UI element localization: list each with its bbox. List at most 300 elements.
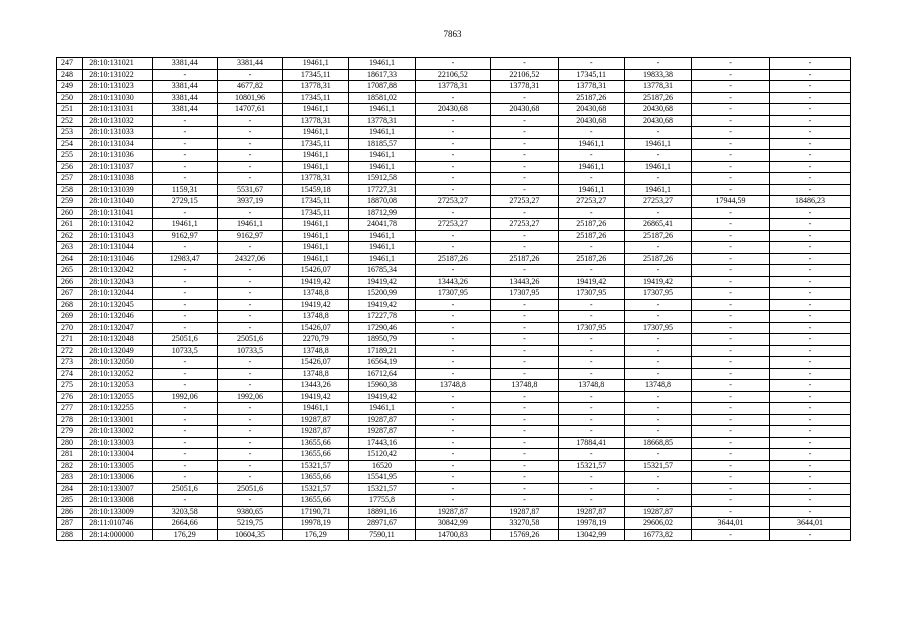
cadastral-number-cell: 28:10:132046: [83, 311, 152, 323]
value-cell: -: [152, 311, 217, 323]
cadastral-number-cell: 28:10:133009: [83, 506, 152, 518]
cadastral-number-cell: 28:10:133008: [83, 495, 152, 507]
cadastral-number-cell: 28:10:131041: [83, 207, 152, 219]
value-cell: -: [692, 92, 770, 104]
value-cell: -: [692, 276, 770, 288]
value-cell: -: [769, 138, 850, 150]
value-cell: -: [769, 380, 850, 392]
value-cell: -: [558, 58, 624, 70]
value-cell: 17189,21: [349, 345, 415, 357]
table-row: [57, 403, 851, 415]
value-cell: 13748,8: [558, 380, 624, 392]
value-cell: 17345,11: [283, 69, 349, 81]
value-cell: -: [692, 219, 770, 231]
value-cell: 13748,8: [283, 311, 349, 323]
value-cell: -: [415, 437, 491, 449]
value-cell: -: [491, 472, 558, 484]
value-cell: 24327,06: [217, 253, 282, 265]
value-cell: 19287,87: [491, 506, 558, 518]
value-cell: -: [217, 437, 282, 449]
value-cell: 19461,1: [283, 230, 349, 242]
value-cell: -: [415, 357, 491, 369]
value-cell: -: [624, 495, 691, 507]
value-cell: -: [769, 230, 850, 242]
value-cell: -: [217, 161, 282, 173]
cadastral-number-cell: 28:11:010746: [83, 518, 152, 530]
value-cell: 10604,35: [217, 529, 282, 541]
value-cell: 15459,18: [283, 184, 349, 196]
table-row: [57, 58, 851, 70]
value-cell: 19461,1: [349, 403, 415, 415]
value-cell: -: [624, 345, 691, 357]
value-cell: 20430,68: [558, 115, 624, 127]
value-cell: -: [624, 58, 691, 70]
row-number-cell: 288: [57, 529, 83, 541]
value-cell: -: [491, 150, 558, 162]
value-cell: 27253,27: [558, 196, 624, 208]
value-cell: -: [692, 322, 770, 334]
value-cell: -: [491, 230, 558, 242]
value-cell: 18617,33: [349, 69, 415, 81]
value-cell: -: [491, 138, 558, 150]
value-cell: -: [624, 391, 691, 403]
value-cell: 18712,99: [349, 207, 415, 219]
value-cell: 17227,78: [349, 311, 415, 323]
row-number-cell: 283: [57, 472, 83, 484]
value-cell: -: [769, 127, 850, 139]
table-row: [57, 219, 851, 231]
value-cell: -: [415, 138, 491, 150]
value-cell: -: [624, 311, 691, 323]
value-cell: -: [217, 322, 282, 334]
table-row: [57, 437, 851, 449]
value-cell: 13748,8: [283, 288, 349, 300]
value-cell: 19419,42: [283, 299, 349, 311]
value-cell: 2270,79: [283, 334, 349, 346]
value-cell: -: [491, 368, 558, 380]
value-cell: 19287,87: [624, 506, 691, 518]
value-cell: -: [152, 242, 217, 254]
value-cell: 20430,68: [415, 104, 491, 116]
value-cell: 19287,87: [349, 426, 415, 438]
value-cell: -: [769, 173, 850, 185]
row-number-cell: 261: [57, 219, 83, 231]
value-cell: -: [415, 391, 491, 403]
value-cell: 3381,44: [152, 81, 217, 93]
cadastral-number-cell: 28:10:132044: [83, 288, 152, 300]
value-cell: 4677,82: [217, 81, 282, 93]
value-cell: -: [217, 207, 282, 219]
value-cell: 13778,31: [349, 115, 415, 127]
value-cell: -: [415, 311, 491, 323]
value-cell: -: [769, 265, 850, 277]
row-number-cell: 276: [57, 391, 83, 403]
value-cell: -: [769, 334, 850, 346]
value-cell: -: [217, 472, 282, 484]
value-cell: 19419,42: [349, 299, 415, 311]
table-row: [57, 242, 851, 254]
value-cell: 13778,31: [624, 81, 691, 93]
cadastral-number-cell: 28:10:131033: [83, 127, 152, 139]
table-row: [57, 426, 851, 438]
value-cell: 25187,26: [624, 230, 691, 242]
value-cell: 12983,47: [152, 253, 217, 265]
value-cell: 17307,95: [624, 322, 691, 334]
value-cell: 19419,42: [624, 276, 691, 288]
value-cell: 3381,44: [152, 92, 217, 104]
value-cell: -: [624, 334, 691, 346]
value-cell: 13655,66: [283, 437, 349, 449]
value-cell: 19461,1: [349, 127, 415, 139]
cadastral-number-cell: 28:10:133004: [83, 449, 152, 461]
value-cell: -: [624, 414, 691, 426]
table-row: [57, 207, 851, 219]
table-row: [57, 311, 851, 323]
value-cell: 19461,1: [283, 127, 349, 139]
value-cell: 19287,87: [283, 414, 349, 426]
table-row: [57, 380, 851, 392]
value-cell: 19461,1: [558, 161, 624, 173]
value-cell: 13748,8: [415, 380, 491, 392]
value-cell: -: [217, 173, 282, 185]
value-cell: 19461,1: [349, 253, 415, 265]
value-cell: -: [624, 472, 691, 484]
table-row: [57, 127, 851, 139]
value-cell: -: [558, 299, 624, 311]
cadastral-number-cell: 28:10:133001: [83, 414, 152, 426]
value-cell: -: [415, 403, 491, 415]
value-cell: -: [415, 299, 491, 311]
table-row: [57, 161, 851, 173]
value-cell: 17087,88: [349, 81, 415, 93]
value-cell: -: [217, 357, 282, 369]
value-cell: 20430,68: [491, 104, 558, 116]
table-row: [57, 449, 851, 461]
value-cell: 19461,1: [283, 253, 349, 265]
value-cell: -: [415, 161, 491, 173]
value-cell: 3381,44: [152, 58, 217, 70]
row-number-cell: 275: [57, 380, 83, 392]
value-cell: 13748,8: [283, 345, 349, 357]
cadastral-number-cell: 28:10:131042: [83, 219, 152, 231]
value-cell: -: [491, 265, 558, 277]
value-cell: 18870,08: [349, 196, 415, 208]
value-cell: 13778,31: [283, 81, 349, 93]
value-cell: -: [491, 483, 558, 495]
cadastral-number-cell: 28:10:132048: [83, 334, 152, 346]
value-cell: -: [415, 115, 491, 127]
value-cell: -: [624, 449, 691, 461]
value-cell: -: [769, 58, 850, 70]
value-cell: -: [217, 449, 282, 461]
value-cell: 17345,11: [283, 92, 349, 104]
value-cell: -: [152, 322, 217, 334]
row-number-cell: 247: [57, 58, 83, 70]
value-cell: 13778,31: [415, 81, 491, 93]
value-cell: -: [152, 368, 217, 380]
value-cell: -: [491, 357, 558, 369]
value-cell: -: [769, 288, 850, 300]
value-cell: -: [769, 460, 850, 472]
table-row: [57, 253, 851, 265]
value-cell: -: [415, 173, 491, 185]
value-cell: -: [692, 391, 770, 403]
value-cell: -: [769, 311, 850, 323]
value-cell: 2664,66: [152, 518, 217, 530]
cadastral-number-cell: 28:10:132043: [83, 276, 152, 288]
cadastral-number-cell: 28:10:133006: [83, 472, 152, 484]
value-cell: 15321,57: [283, 483, 349, 495]
row-number-cell: 253: [57, 127, 83, 139]
value-cell: 15769,26: [491, 529, 558, 541]
value-cell: -: [692, 426, 770, 438]
value-cell: 10801,96: [217, 92, 282, 104]
value-cell: -: [558, 207, 624, 219]
value-cell: -: [692, 81, 770, 93]
value-cell: -: [624, 299, 691, 311]
value-cell: -: [769, 357, 850, 369]
value-cell: 18668,85: [624, 437, 691, 449]
value-cell: -: [624, 150, 691, 162]
value-cell: -: [769, 403, 850, 415]
value-cell: -: [769, 414, 850, 426]
value-cell: 3644,01: [769, 518, 850, 530]
value-cell: 19461,1: [283, 242, 349, 254]
row-number-cell: 258: [57, 184, 83, 196]
value-cell: 19461,1: [624, 138, 691, 150]
table-row: [57, 276, 851, 288]
value-cell: -: [491, 207, 558, 219]
value-cell: -: [769, 161, 850, 173]
value-cell: -: [624, 173, 691, 185]
table-row: [57, 299, 851, 311]
value-cell: 19461,1: [624, 184, 691, 196]
value-cell: -: [491, 334, 558, 346]
value-cell: 13655,66: [283, 449, 349, 461]
value-cell: 19461,1: [152, 219, 217, 231]
value-cell: 19287,87: [415, 506, 491, 518]
value-cell: -: [558, 173, 624, 185]
value-cell: -: [415, 184, 491, 196]
value-cell: 25187,26: [558, 92, 624, 104]
value-cell: -: [769, 437, 850, 449]
row-number-cell: 264: [57, 253, 83, 265]
value-cell: -: [152, 357, 217, 369]
value-cell: -: [692, 495, 770, 507]
value-cell: 2729,15: [152, 196, 217, 208]
value-cell: -: [769, 449, 850, 461]
value-cell: -: [558, 265, 624, 277]
value-cell: 9162,97: [152, 230, 217, 242]
value-cell: -: [491, 414, 558, 426]
value-cell: -: [692, 207, 770, 219]
value-cell: -: [692, 288, 770, 300]
value-cell: -: [558, 483, 624, 495]
table-row: [57, 483, 851, 495]
value-cell: -: [769, 322, 850, 334]
value-cell: -: [415, 92, 491, 104]
value-cell: 3203,58: [152, 506, 217, 518]
value-cell: 16564,19: [349, 357, 415, 369]
value-cell: -: [624, 357, 691, 369]
value-cell: 15426,07: [283, 357, 349, 369]
value-cell: -: [558, 150, 624, 162]
row-number-cell: 282: [57, 460, 83, 472]
value-cell: -: [415, 426, 491, 438]
cadastral-number-cell: 28:10:133007: [83, 483, 152, 495]
value-cell: 17307,95: [491, 288, 558, 300]
value-cell: -: [415, 449, 491, 461]
value-cell: -: [692, 449, 770, 461]
value-cell: -: [692, 230, 770, 242]
value-cell: -: [558, 414, 624, 426]
value-cell: -: [769, 207, 850, 219]
row-number-cell: 266: [57, 276, 83, 288]
value-cell: -: [624, 403, 691, 415]
value-cell: -: [692, 299, 770, 311]
value-cell: 16520: [349, 460, 415, 472]
cadastral-number-cell: 28:10:133005: [83, 460, 152, 472]
cadastral-number-cell: 28:14:000000: [83, 529, 152, 541]
value-cell: -: [152, 173, 217, 185]
value-cell: -: [491, 437, 558, 449]
value-cell: 3381,44: [152, 104, 217, 116]
value-cell: 27253,27: [491, 196, 558, 208]
value-cell: 7590,11: [349, 529, 415, 541]
value-cell: -: [558, 127, 624, 139]
value-cell: -: [491, 449, 558, 461]
value-cell: -: [217, 138, 282, 150]
value-cell: 25051,6: [217, 483, 282, 495]
value-cell: 13655,66: [283, 472, 349, 484]
value-cell: -: [217, 311, 282, 323]
table-row: [57, 115, 851, 127]
cadastral-number-cell: 28:10:131040: [83, 196, 152, 208]
value-cell: 15541,95: [349, 472, 415, 484]
value-cell: -: [152, 460, 217, 472]
row-number-cell: 263: [57, 242, 83, 254]
value-cell: -: [217, 276, 282, 288]
row-number-cell: 277: [57, 403, 83, 415]
value-cell: -: [558, 426, 624, 438]
table-row: [57, 138, 851, 150]
value-cell: -: [217, 380, 282, 392]
value-cell: -: [692, 380, 770, 392]
value-cell: 3644,01: [692, 518, 770, 530]
value-cell: -: [415, 483, 491, 495]
value-cell: -: [152, 472, 217, 484]
value-cell: -: [692, 184, 770, 196]
value-cell: -: [491, 299, 558, 311]
value-cell: -: [624, 207, 691, 219]
value-cell: -: [491, 242, 558, 254]
value-cell: 17307,95: [415, 288, 491, 300]
row-number-cell: 265: [57, 265, 83, 277]
value-cell: -: [152, 115, 217, 127]
cadastral-number-cell: 28:10:133003: [83, 437, 152, 449]
value-cell: 5531,67: [217, 184, 282, 196]
value-cell: -: [491, 345, 558, 357]
value-cell: -: [769, 104, 850, 116]
value-cell: 13748,8: [283, 368, 349, 380]
value-cell: -: [152, 288, 217, 300]
value-cell: -: [217, 127, 282, 139]
cadastral-number-cell: 28:10:131036: [83, 150, 152, 162]
value-cell: -: [491, 184, 558, 196]
value-cell: 19461,1: [217, 219, 282, 231]
value-cell: -: [692, 414, 770, 426]
value-cell: 1992,06: [152, 391, 217, 403]
value-cell: -: [558, 357, 624, 369]
value-cell: 13443,26: [415, 276, 491, 288]
cadastral-number-cell: 28:10:132045: [83, 299, 152, 311]
value-cell: -: [769, 69, 850, 81]
value-cell: 13748,8: [624, 380, 691, 392]
value-cell: 13778,31: [283, 173, 349, 185]
value-cell: 17290,46: [349, 322, 415, 334]
value-cell: 19419,42: [558, 276, 624, 288]
value-cell: 19461,1: [624, 161, 691, 173]
value-cell: -: [415, 414, 491, 426]
table-row: [57, 196, 851, 208]
value-cell: 176,29: [283, 529, 349, 541]
value-cell: -: [415, 58, 491, 70]
value-cell: 15426,07: [283, 265, 349, 277]
table-row: [57, 69, 851, 81]
value-cell: -: [152, 380, 217, 392]
value-cell: -: [491, 311, 558, 323]
value-cell: -: [152, 437, 217, 449]
value-cell: -: [415, 334, 491, 346]
value-cell: 14707,61: [217, 104, 282, 116]
value-cell: 13748,8: [491, 380, 558, 392]
value-cell: 27253,27: [491, 219, 558, 231]
value-cell: -: [415, 345, 491, 357]
value-cell: -: [692, 69, 770, 81]
value-cell: -: [217, 414, 282, 426]
value-cell: -: [692, 161, 770, 173]
cadastral-number-cell: 28:10:132047: [83, 322, 152, 334]
value-cell: -: [769, 219, 850, 231]
value-cell: 19287,87: [558, 506, 624, 518]
value-cell: 17190,71: [283, 506, 349, 518]
value-cell: 27253,27: [415, 196, 491, 208]
value-cell: -: [217, 242, 282, 254]
row-number-cell: 281: [57, 449, 83, 461]
table-row: [57, 472, 851, 484]
value-cell: -: [692, 253, 770, 265]
value-cell: -: [217, 69, 282, 81]
value-cell: 15321,57: [349, 483, 415, 495]
page-number: 7863: [443, 29, 462, 39]
value-cell: 24041,78: [349, 219, 415, 231]
value-cell: -: [152, 265, 217, 277]
value-cell: 19461,1: [283, 104, 349, 116]
table-row: [57, 529, 851, 541]
cadastral-number-cell: 28:10:132255: [83, 403, 152, 415]
value-cell: 176,29: [152, 529, 217, 541]
value-cell: 19461,1: [283, 150, 349, 162]
value-cell: -: [692, 529, 770, 541]
table-row: [57, 414, 851, 426]
row-number-cell: 260: [57, 207, 83, 219]
value-cell: -: [692, 58, 770, 70]
table-row: [57, 173, 851, 185]
row-number-cell: 272: [57, 345, 83, 357]
cadastral-number-cell: 28:10:131034: [83, 138, 152, 150]
value-cell: -: [152, 69, 217, 81]
value-cell: 13443,26: [283, 380, 349, 392]
